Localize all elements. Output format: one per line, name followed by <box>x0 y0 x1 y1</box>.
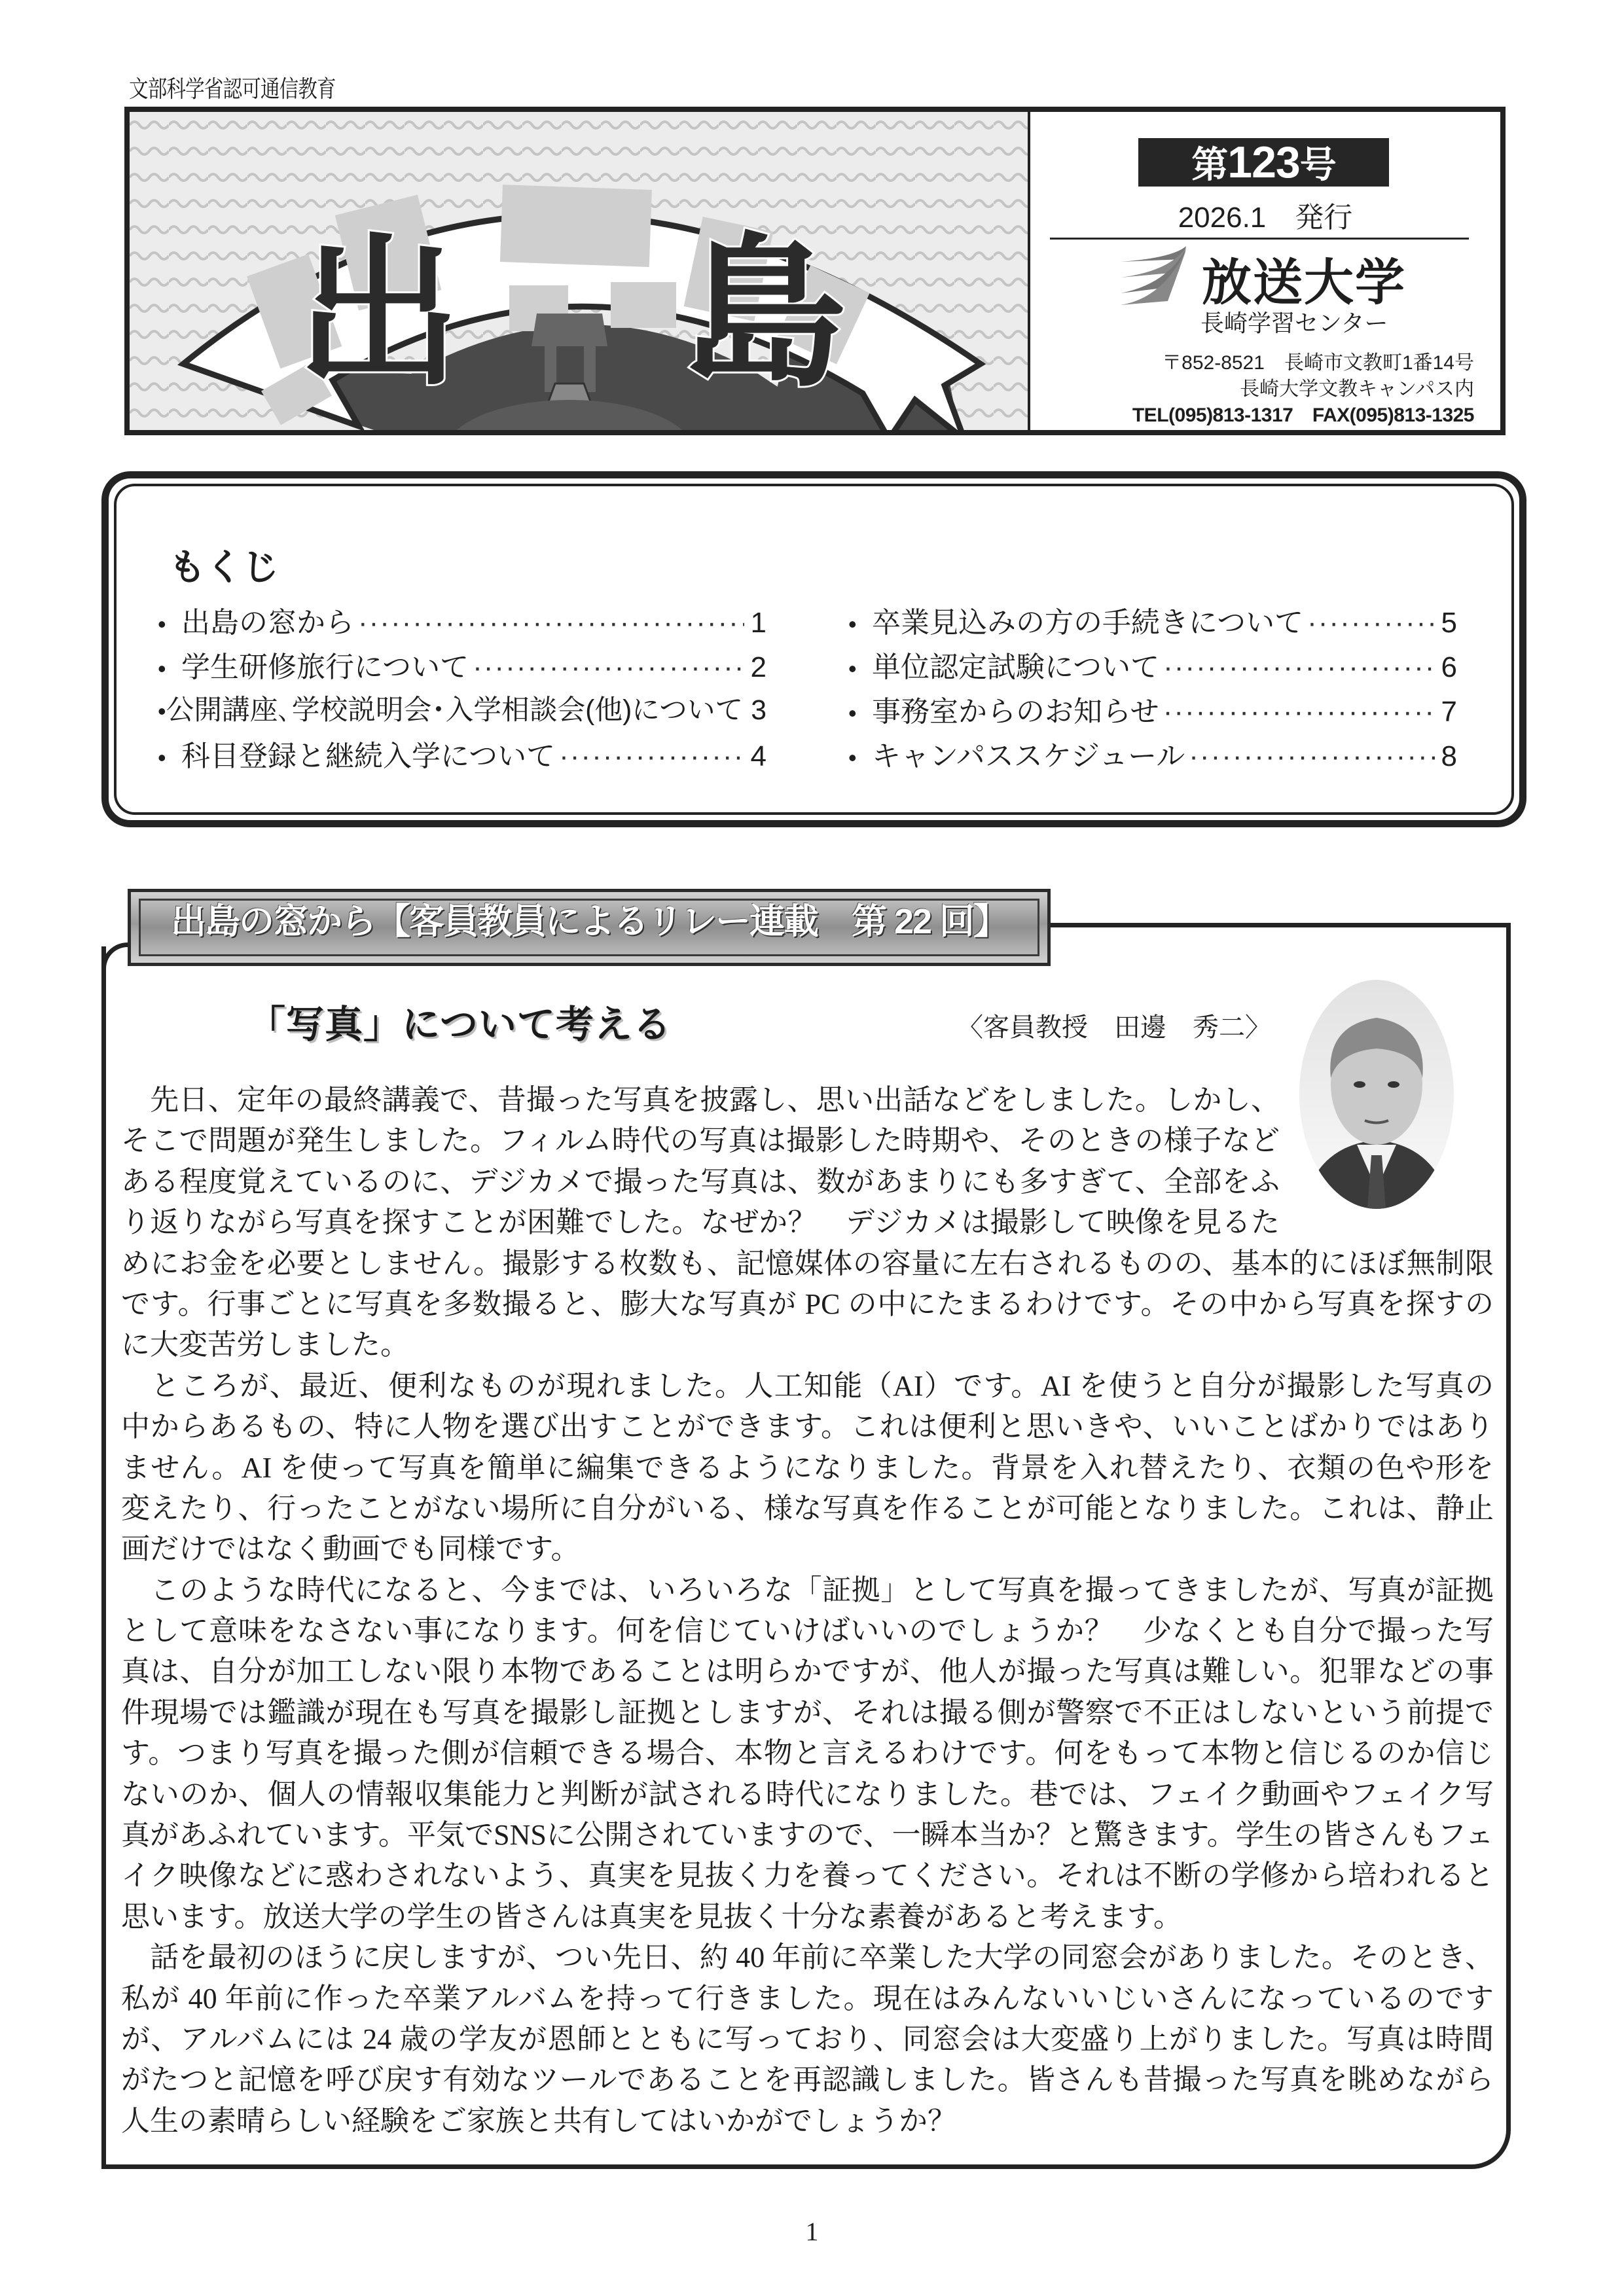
article-line: このような時代になると、今までは、いろいろな「証拠」として写真を撮ってきましたが、写真が証拠 <box>121 1573 1494 1606</box>
bullet-icon: • <box>848 655 857 682</box>
issue-prefix: 第 <box>1191 144 1228 185</box>
article-line: 話を最初のほうに戻しますが、つい先日、約 40 年前に卒業した大学の同窓会がありました。そのとき、 <box>121 1941 1494 1974</box>
toc-item-label: 公開講座､学校説明会･入学相談会(他)について <box>166 694 744 726</box>
toc-item-label: キャンパススケジュール <box>872 740 1185 772</box>
toc-item[interactable] <box>848 599 1457 643</box>
bullet-icon: • <box>158 655 166 682</box>
toc-item-page: 8 <box>1441 740 1457 772</box>
issue-suffix: 号 <box>1299 144 1336 185</box>
article-line: 真があふれています。平気でSNSに公開されていますので、一瞬本当か？と驚きます。学生の皆さんもフェ <box>121 1819 1494 1852</box>
article-line: 画だけではなく動画でも同様です。 <box>121 1533 580 1566</box>
address-line-1: 〒852-8521 長崎市文教町1番14号 <box>1162 352 1474 374</box>
toc-item[interactable] <box>848 688 1457 732</box>
toc-item-label: 事務室からのお知らせ <box>872 696 1159 728</box>
article-line: として意味をなさない事になります。何を信じていけばいいのでしょうか？ 少なくとも自分で撮った写 <box>121 1615 1494 1647</box>
article-line: り返りながら写真を探すことが困難でした。なぜか？ デジカメは撮影して映像を見るた <box>121 1206 1280 1239</box>
article-line: めにお金を必要としません。撮影する枚数も、記憶媒体の容量に左右されるものの、基本的にほぼ無制限 <box>121 1247 1494 1280</box>
article-line: に大変苦労しました。 <box>121 1329 409 1361</box>
article-line: ません。AI を使って写真を簡単に編集できるようになりました。背景を入れ替えたり、衣類の色や形を <box>121 1451 1494 1484</box>
masthead-title-char-1: 出 <box>297 219 460 409</box>
dot-leader <box>1189 740 1435 773</box>
bullet-icon: • <box>158 611 166 637</box>
table-of-contents <box>101 471 1526 827</box>
article-line: 変えたり、行ったことがない場所に自分がいる、様な写真を作ることが可能となりました。これは、静止 <box>121 1492 1494 1524</box>
toc-title: もくじ <box>169 547 279 588</box>
bullet-icon: • <box>848 611 857 637</box>
toc-item[interactable] <box>158 732 767 777</box>
toc-item[interactable] <box>158 643 767 688</box>
dot-leader <box>473 651 744 684</box>
bullet-icon: • <box>158 744 166 771</box>
section-header-tab <box>128 889 1051 966</box>
section-title: 出島の窓から【客員教員によるリレー連載 第 22 回】 <box>170 902 1008 941</box>
masthead <box>124 107 1506 435</box>
article-line: 中からあるもの、特に人物を選び出すことができます。これは便利と思いきや、いいことばかりではあり <box>121 1410 1494 1443</box>
issue-date: 2026.1 発行 <box>1178 202 1353 234</box>
article-line: がたつと記憶を呼び戻す有効なツールであることを再認識しました。皆さんも昔撮った写真を眺めながら <box>121 2064 1494 2096</box>
toc-item-label: 出島の窓から <box>181 607 354 639</box>
toc-column-left <box>158 599 767 777</box>
university-name: 放送大学 <box>1202 255 1406 311</box>
article-title: 「写真」について考える <box>247 1003 672 1046</box>
article-line: が、アルバムには 24 歳の学友が恩師とともに写っており、同窓会は大変盛り上がりました。写真は時間 <box>121 2022 1494 2055</box>
toc-item-page: 3 <box>751 694 767 726</box>
article-line: 真は、自分が加工しない限り本物であることは明らかですが、他人が撮った写真は難しい。犯罪などの事 <box>121 1655 1494 1688</box>
article-line: ある程度覚えているのに、デジカメで撮った写真は、数があまりにも多すぎて、全部をふ <box>121 1165 1280 1198</box>
university-logo-icon <box>1121 246 1193 305</box>
article-line: 先日、定年の最終講義で、昔撮った写真を披露し、思い出話などをしました。しかし、 <box>121 1084 1280 1116</box>
toc-item[interactable] <box>158 599 767 643</box>
frame-corner-cover <box>101 927 108 946</box>
toc-item-page: 4 <box>750 740 767 772</box>
toc-column-right <box>848 599 1457 777</box>
article-body <box>121 1080 1494 2142</box>
article-byline: 〈客員教授 田邊 秀二〉 <box>957 1013 1271 1042</box>
article-line: そこで問題が発生しました。フィルム時代の写真は撮影した時期や、そのときの様子など <box>121 1124 1280 1157</box>
article-line: 人生の素晴らしい経験をご家族と共有してはいかがでしょうか？ <box>121 2104 956 2137</box>
dejima-fan-logo <box>130 112 1028 430</box>
article-line: ところが、最近、便利なものが現れました。人工知能（AI）です。AI を使うと自分が撮影した写真の <box>121 1369 1494 1402</box>
issue-number: 123 <box>1227 137 1300 187</box>
toc-item-label: 学生研修旅行について <box>181 651 469 683</box>
dot-leader <box>1163 651 1435 684</box>
dot-leader <box>559 740 744 773</box>
toc-item-page: 2 <box>750 651 767 683</box>
toc-item-label: 単位認定試験について <box>872 651 1160 683</box>
toc-item[interactable] <box>848 643 1457 688</box>
toc-item[interactable] <box>158 688 767 732</box>
toc-item[interactable] <box>848 732 1457 777</box>
masthead-title-char-2: 島 <box>683 219 846 409</box>
toc-item-label: 卒業見込みの方の手続きについて <box>872 607 1304 639</box>
toc-item-label: 科目登録と継続入学について <box>181 740 556 772</box>
dot-leader <box>1307 607 1435 639</box>
dot-leader <box>358 607 744 639</box>
issue-number-badge <box>1138 138 1389 187</box>
center-name: 長崎学習センター <box>1200 310 1388 336</box>
article-line: す。つまり写真を撮った側が信頼できる場合、本物と言えるわけです。何をもって本物と信じるのか信じ <box>121 1737 1494 1770</box>
article-line: です。行事ごとに写真を多数撮ると、膨大な写真が PC の中にたまるわけです。その中から写真を探すの <box>121 1287 1494 1320</box>
frame-right-corner <box>1506 923 1511 936</box>
masthead-logo <box>130 112 1030 430</box>
dot-leader <box>1163 696 1435 728</box>
bullet-icon: • <box>158 698 166 725</box>
article-line: イク映像などに惑わされないよう、真実を見抜く力を養ってください。それは不断の学修から培われると <box>121 1859 1494 1892</box>
divider <box>1050 238 1469 240</box>
toc-item-page: 5 <box>1441 607 1457 639</box>
toc-item-page: 7 <box>1441 696 1457 728</box>
contact-numbers: TEL(095)813-1317 FAX(095)813-1325 <box>1132 404 1474 426</box>
bullet-icon: • <box>848 744 857 771</box>
article-line: 思います。放送大学の学生の皆さんは真実を見抜く十分な素養があると考えます。 <box>121 1900 1182 1933</box>
masthead-info <box>1030 112 1500 430</box>
frame-top-line <box>1051 923 1511 927</box>
accreditation-label: 文部科学省認可通信教育 <box>129 75 336 102</box>
article-line: 私が 40 年前に作った卒業アルバムを持って行きました。現在はみんないいじいさんになっているのです <box>121 1982 1494 2015</box>
toc-item-page: 1 <box>750 607 767 639</box>
article-line: ないのか、個人の情報収集能力と判断が試される時代になりました。巷では、フェイク動画やフェイク写 <box>121 1778 1494 1810</box>
page-number: 1 <box>805 2217 819 2246</box>
toc-item-page: 6 <box>1441 651 1457 683</box>
address-line-2: 長崎大学文教キャンパス内 <box>1240 378 1474 400</box>
bullet-icon: • <box>848 700 857 726</box>
article-line: 件現場では鑑識が現在も写真を撮影し証拠としますが、それは撮る側が警察で不正はしないという前提で <box>121 1696 1494 1729</box>
